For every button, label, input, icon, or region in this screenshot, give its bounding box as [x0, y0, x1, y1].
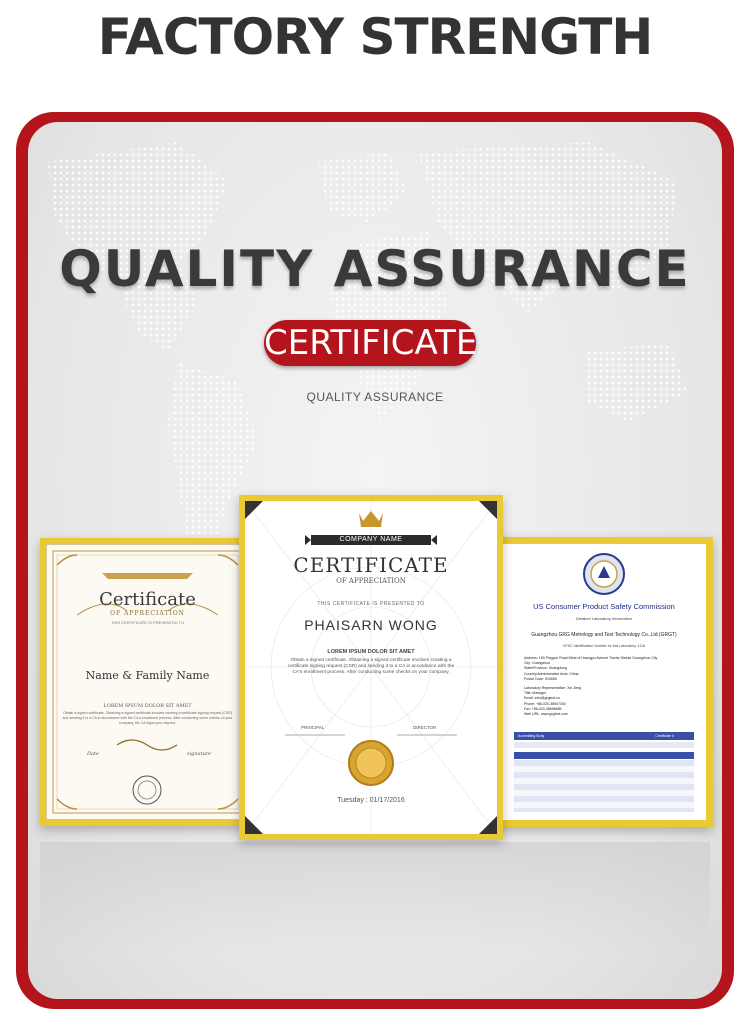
table-head-right: Certificate # — [655, 734, 674, 738]
table-body — [514, 760, 694, 812]
certificate-middle-paper — [245, 501, 497, 834]
certificate-left-paper — [46, 544, 249, 820]
cert-mid-title: CERTIFICATE — [293, 553, 449, 577]
content-panel — [28, 122, 722, 999]
detail-line: Address: 163 Pingyun Road West of Huangpu Avenue Tianhe District Guangzhou City — [524, 656, 658, 660]
detail-line: Postal Code: 510656 — [524, 676, 557, 681]
detail-line: Fax: +86-020-38698685 — [524, 706, 562, 711]
cert-left-title: Certificate — [99, 589, 196, 610]
cert-mid-name: PHAISARN WONG — [304, 617, 438, 633]
detail-line: Title: Manager — [524, 691, 547, 696]
cert-mid-body: Obtain a signed certificate. Obtaining a signed certificate involves creating a certificate signing request (CSR) and sending it to a CA in accordance with the CA's enrollment process. After conducting some checks on your company. — [287, 658, 455, 676]
cert-mid-company: COMPANY NAME — [339, 536, 403, 543]
detail-line: City: Guangzhou — [524, 661, 551, 666]
cert-mid-lorem: LOREM IPSUM DOLOR SIT AMET — [327, 649, 415, 655]
red-frame — [16, 112, 734, 1009]
table-row — [514, 742, 694, 748]
quality-assurance-subtitle: QUALITY ASSURANCE — [306, 390, 444, 404]
certificate-middle — [239, 495, 503, 840]
cert-right-table-head — [514, 732, 694, 740]
quality-assurance-heading: QUALITY ASSURANCE — [59, 240, 691, 298]
detail-line: Email: zxin@grgtest.cn — [524, 696, 560, 701]
cert-right-title: US Consumer Product Safety Commission — [533, 602, 675, 611]
detail-line: State/Province: Guangdong — [524, 666, 568, 671]
detail-line: Country/Administrative Area: China — [524, 671, 579, 676]
cert-mid-subtitle: OF APPRECIATION — [336, 577, 406, 585]
certificate-left — [40, 538, 255, 826]
page-title: FACTORY STRENGTH — [97, 8, 653, 66]
detail-line: Phone: +86-020-38697300 — [524, 701, 566, 706]
cert-right-subtitle: Detailed Laboratory Information — [575, 616, 633, 621]
detail-line: Web URL: www.grgtest.com — [524, 712, 568, 717]
cert-left-signature-label: signature — [187, 751, 212, 757]
cert-right-details — [524, 656, 694, 717]
cpsc-seal-icon — [582, 552, 626, 596]
certificate-badge: CERTIFICATE — [264, 320, 476, 366]
cert-left-date-label: Date — [87, 751, 99, 757]
table-row — [514, 752, 694, 759]
floor-reflection — [40, 842, 710, 952]
cert-left-presented: THIS CERTIFICATE IS PRESENTED TO — [110, 620, 185, 625]
cert-mid-date: Tuesday : 01/17/2016 — [337, 797, 405, 804]
certificate-right-paper — [502, 544, 706, 820]
cert-mid-principal: PRINCIPAL — [301, 725, 325, 730]
cert-left-name: Name & Family Name — [85, 669, 210, 682]
ornament-border-icon — [47, 545, 248, 819]
table-head-left: Accrediting Body — [518, 734, 545, 738]
cert-left-sub: LOREM IPSUM DOLOR SIT AMET — [103, 703, 192, 709]
cert-right-lab: Guangzhou GRG Metrology and Test Technology Co.,Ltd.(GRGT) — [531, 632, 677, 638]
cert-left-body: Obtain a signed certificate. Obtaining a signed certificate involves creating a certificate signing request (CSR) and sending it to a CA in accordance with the CA's enrollment process. After conducting some checks on your company, the CA signs your request. — [62, 711, 233, 725]
cert-mid-director: DIRECTOR — [413, 725, 437, 730]
cert-left-ribbon: OF APPRECIATION — [110, 610, 185, 617]
cert-right-cpsc: CPSC Identification Number for this Laboratory: 1116 — [562, 644, 646, 648]
certificate-right — [495, 537, 713, 827]
detail-line: Laboratory Representative: Xin Zeng — [524, 686, 582, 691]
cert-mid-presented: THIS CERTIFICATE IS PRESENTED TO — [317, 601, 425, 607]
